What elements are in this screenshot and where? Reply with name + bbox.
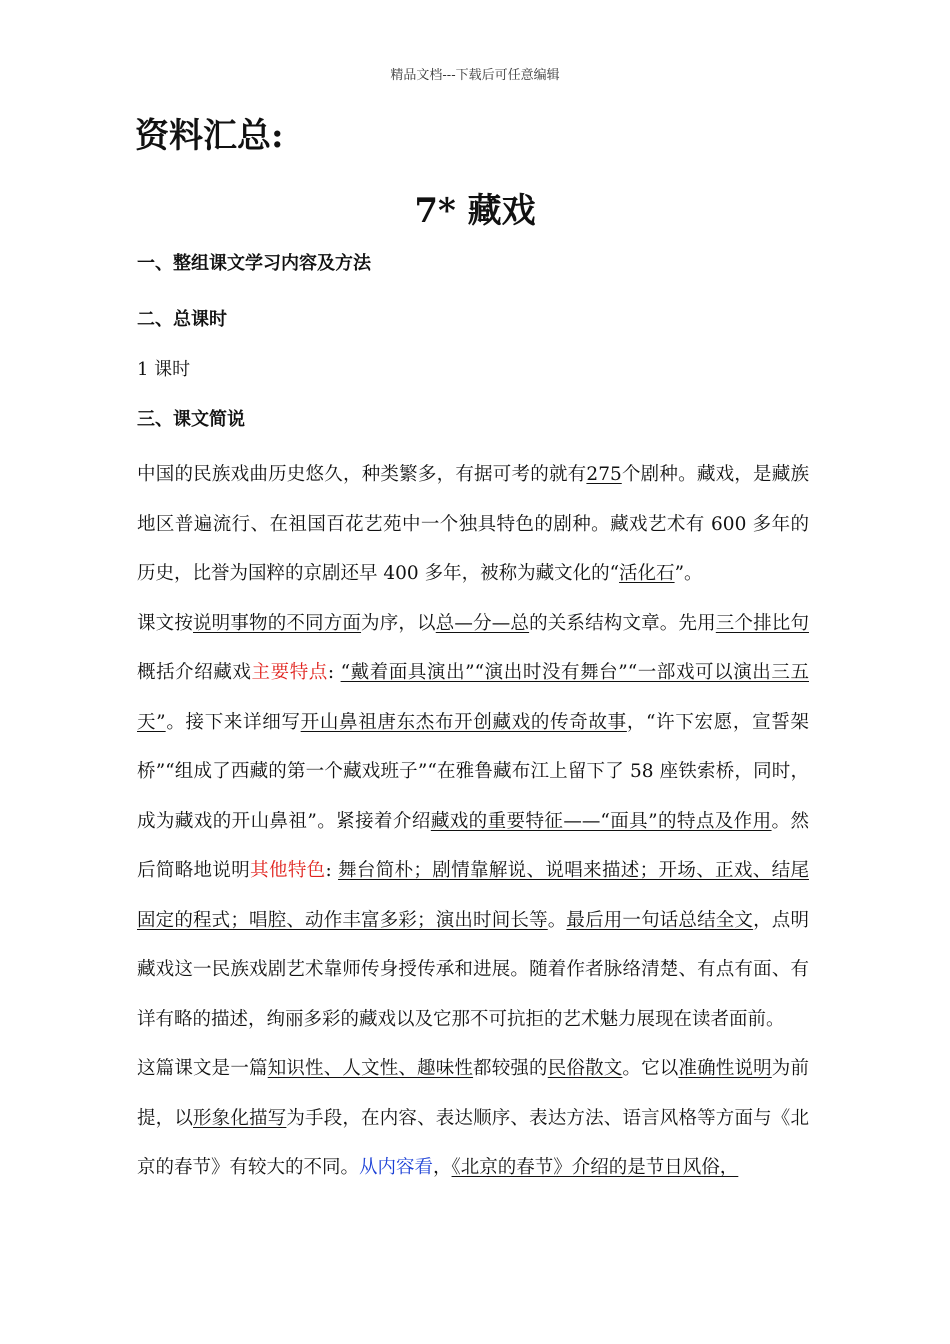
highlight-red-text: 主要特点 — [251, 662, 328, 683]
text-run: 为手段，在内容、表达顺序、表达方法、语言风格等方面与《北京的春节》有较大的不同。 — [137, 1107, 809, 1178]
underlined-text: 藏戏的重要特征——“面具”的特点及作用 — [430, 810, 772, 832]
text-run: 。它以 — [622, 1058, 679, 1079]
text-run: 中国的民族戏曲历史悠久，种类繁多，有据可考的就有 — [137, 464, 587, 485]
underlined-text: 最后用一句话总结全文 — [566, 909, 754, 931]
class-hours-value: 1 课时 — [137, 359, 191, 380]
text-run: ，点明藏戏这一民族戏剧艺术靠师传身授传承和进展。随着作者脉络清楚、有点有面、有详有略的描述，绚丽多彩的藏戏以及它那不可抗拒的艺术魅力展现在读者面前。 — [137, 909, 809, 1030]
text-run: 概括介绍藏戏 — [137, 662, 252, 683]
underlined-text: 形象化描写 — [193, 1107, 287, 1129]
text-run: 这篇课文是一篇 — [137, 1058, 268, 1079]
underlined-text: 《北京的春节》介绍的是节日风俗， — [451, 1157, 739, 1178]
section-heading-3: 三、课文简说 — [137, 409, 245, 430]
paragraph-intro — [137, 450, 809, 599]
page-header: 精品文档---下载后可任意编辑 — [390, 68, 560, 83]
text-run: 。然后简略地说明 — [137, 810, 809, 881]
text-run: 。 — [547, 909, 567, 931]
underlined-text: “戴着面具演出”“演出时没有舞台”“一部戏可以演出三五天” — [137, 662, 809, 733]
document-title: 资料汇总: — [135, 116, 284, 156]
underlined-text: 舞台简朴；剧情靠解说、说唱来描述；开场、正戏、结尾固定的程式；唱腔、动作丰富多彩；演出时间长等 — [137, 860, 809, 931]
text-run: ，“许下宏愿，宣誓架桥”“组成了西藏的第一个藏戏班子”“在雅鲁藏布江上留下了 58 座铁索桥，同时，成为藏戏的开山鼻祖”。紧接着介绍 — [137, 711, 809, 832]
underlined-text: 总—分—总 — [435, 612, 530, 634]
paragraph-comparison — [137, 1044, 809, 1193]
text-run: 。接下来详细写 — [165, 711, 301, 733]
document-body — [137, 250, 809, 1193]
lesson-title: 7* 藏戏 — [414, 191, 536, 231]
underlined-text: 开山鼻祖唐东杰布开创藏戏的传奇故事 — [300, 711, 627, 733]
text-run: 课文按 — [137, 612, 194, 634]
underlined-text: 说明事物的不同方面 — [193, 612, 362, 634]
text-run: ”。 — [674, 563, 703, 584]
text-run: 为前提，以 — [137, 1058, 809, 1129]
underlined-text: 活化石 — [619, 563, 675, 584]
text-run: 都较强的 — [473, 1058, 548, 1079]
underlined-text: 三个排比句 — [715, 612, 809, 634]
text-run: : — [327, 662, 341, 683]
highlight-red-text: 其他特色 — [250, 860, 326, 881]
underlined-text: 275 — [586, 464, 622, 485]
highlight-blue-text: 从内容看 — [359, 1157, 434, 1178]
underlined-text: 准确性说明 — [678, 1058, 772, 1079]
text-run: 的关系结构文章。先用 — [529, 612, 716, 634]
section-heading-1: 一、整组课文学习内容及方法 — [137, 253, 371, 274]
section-heading-2: 二、总课时 — [137, 309, 227, 330]
text-run: ， — [433, 1157, 452, 1178]
underlined-text: 知识性、人文性、趣味性 — [267, 1058, 474, 1079]
paragraph-structure — [137, 599, 809, 1045]
text-run: : — [325, 860, 339, 881]
underlined-text: 民俗散文 — [547, 1058, 623, 1079]
text-run: 个剧种。藏戏，是藏族地区普遍流行、在祖国百花艺苑中一个独具特色的剧种。藏戏艺术有 600 多年的历史，比誉为国粹的京剧还早 400 多年，被称为藏文化的“ — [137, 464, 809, 584]
text-run: 为序，以 — [361, 612, 436, 634]
